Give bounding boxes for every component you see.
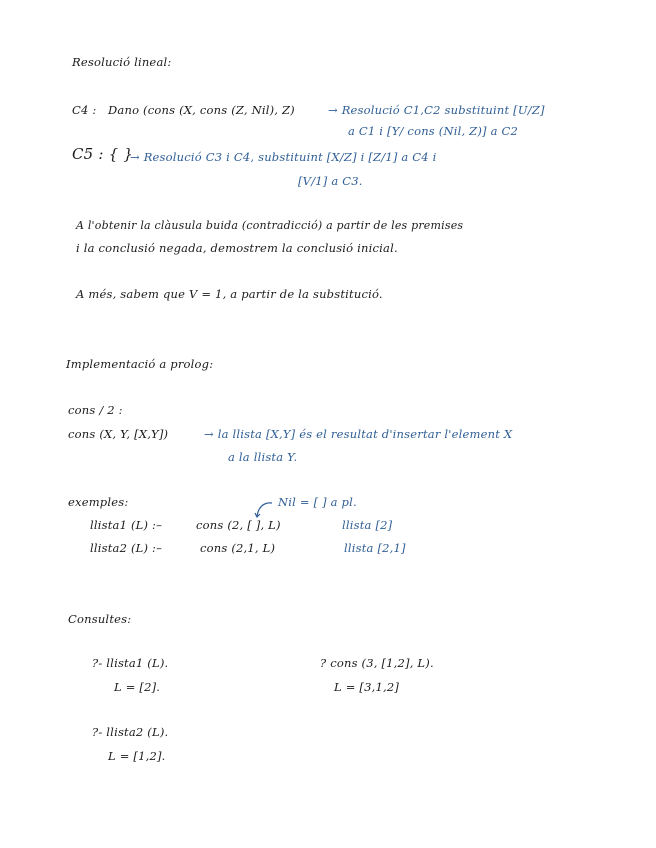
example1-result: llista [2] — [342, 518, 393, 532]
query1: ?- llista1 (L). — [92, 656, 169, 670]
definition-note-line1: → la llista [X,Y] és el resultat d'insertar l'element X — [204, 427, 513, 441]
section-title-prolog: Implementació a prolog: — [66, 357, 214, 371]
section-title-consultes: Consultes: — [68, 612, 132, 626]
answer3: L = [1,2]. — [108, 749, 166, 763]
c4-label: C4 : — [72, 103, 97, 117]
section-title-resolucio: Resolució lineal: — [72, 55, 172, 69]
predicate-signature: cons / 2 : — [68, 403, 123, 417]
example1-body: cons (2, [ ], L) — [196, 518, 281, 532]
c4-note-line1: → Resolució C1,C2 substituint [U/Z] — [328, 103, 545, 117]
c4-expression: Dano (cons (X, cons (Z, Nil), Z) — [108, 103, 295, 117]
query2: ? cons (3, [1,2], L). — [320, 656, 434, 670]
conclusion-para-line1: A l'obtenir la clàusula buida (contradicció) a partir de les premises — [76, 219, 464, 232]
conclusion-para-line2: i la conclusió negada, demostrem la conclusió inicial. — [76, 241, 398, 255]
example2-head: llista2 (L) :– — [90, 541, 163, 555]
examples-title: exemples: — [68, 495, 129, 509]
c5-note-line1: → Resolució C3 i C4, substituint [X/Z] i [Z/1] a C4 i — [130, 150, 437, 164]
example2-result: llista [2,1] — [344, 541, 406, 555]
nil-note-arrow-icon — [252, 497, 276, 519]
answer2: L = [3,1,2] — [334, 680, 400, 694]
nil-note: Nil = [ ] a pl. — [278, 495, 357, 509]
substitution-para: A més, sabem que V = 1, a partir de la substitució. — [76, 287, 383, 301]
c5-label: C5 : { } — [72, 145, 134, 163]
c5-note-line2: [V/1] a C3. — [298, 174, 363, 188]
answer1: L = [2]. — [114, 680, 161, 694]
example1-head: llista1 (L) :– — [90, 518, 163, 532]
c4-note-line2: a C1 i [Y/ cons (Nil, Z)] a C2 — [348, 124, 519, 138]
query3: ?- llista2 (L). — [92, 725, 169, 739]
definition-note-line2: a la llista Y. — [228, 450, 298, 464]
predicate-definition: cons (X, Y, [X,Y]) — [68, 427, 169, 441]
example2-body: cons (2,1, L) — [200, 541, 276, 555]
